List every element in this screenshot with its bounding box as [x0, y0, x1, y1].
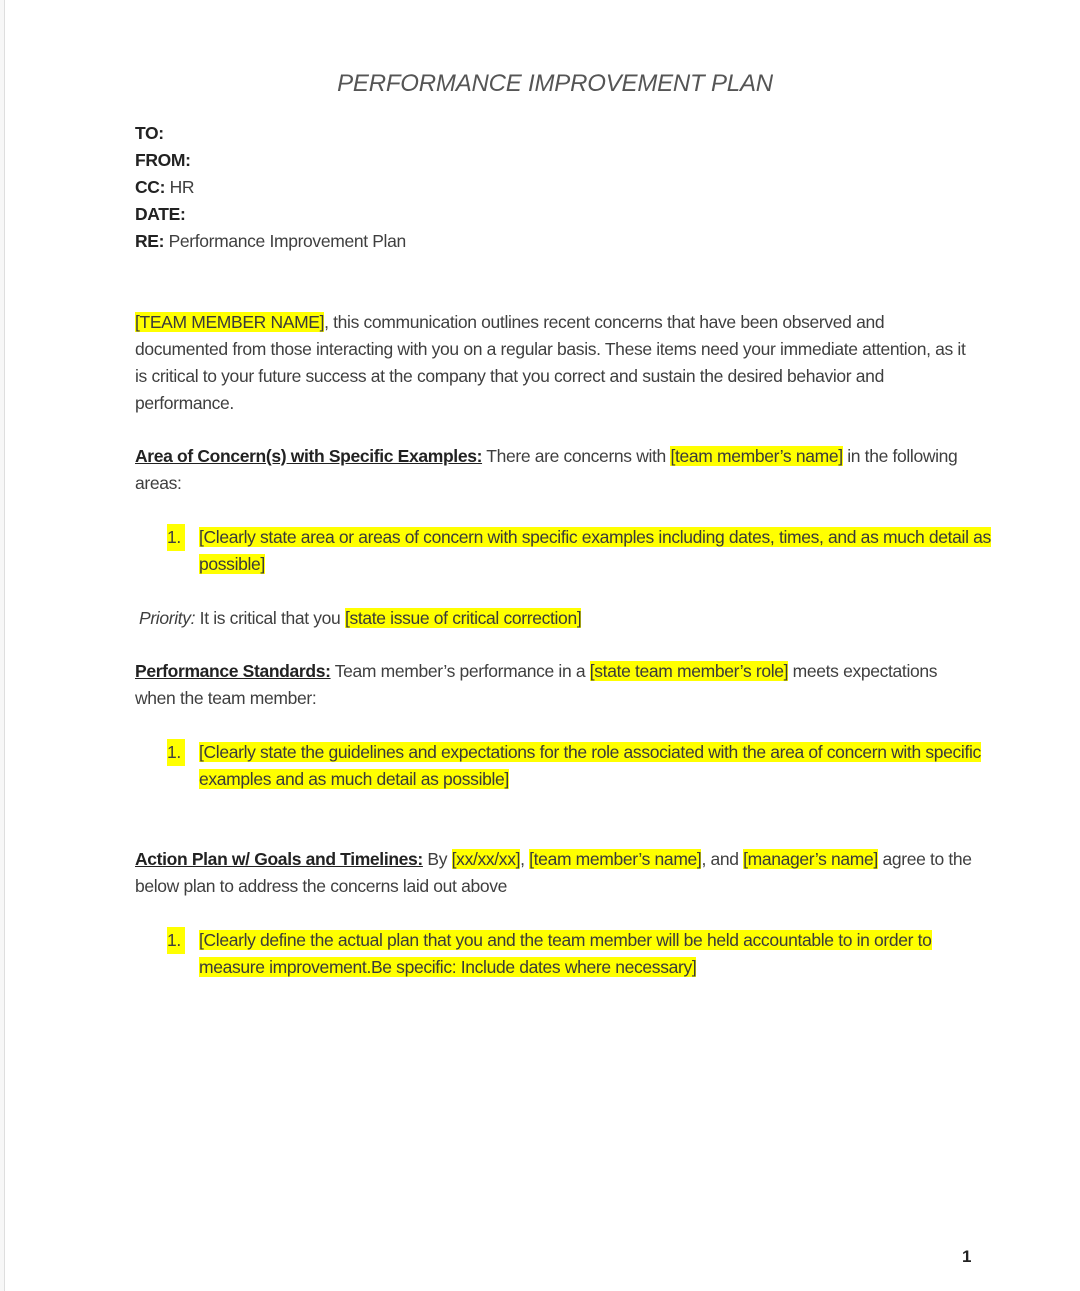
header-to: [135, 120, 164, 147]
team-member-name-placeholder: [TEAM MEMBER NAME]: [135, 312, 325, 332]
action-plan-manager-placeholder: [manager’s name]: [743, 849, 878, 869]
intro-text: , this communication outlines recent concerns that have been observed and documented from those interacting with you on a regular basis. These items need your immediate attention, as it is critical to your future success at the company that you correct and sustain the desired behavior and performance.: [135, 312, 966, 413]
cc-label: CC:: [135, 177, 166, 197]
re-label: RE:: [135, 231, 165, 251]
priority-paragraph: [139, 605, 979, 632]
action-plan-list-item: [167, 927, 997, 981]
standards-role-placeholder: [state team member’s role]: [589, 661, 789, 681]
concerns-list-item: [167, 524, 997, 578]
concerns-text-after: in the following areas:: [135, 446, 958, 493]
document-title: PERFORMANCE IMPROVEMENT PLAN: [337, 70, 773, 97]
action-plan-text-after: agree to the below plan to address the concerns laid out above: [135, 849, 972, 896]
standards-paragraph: [135, 658, 975, 712]
header-date: [135, 201, 185, 228]
action-plan-text-and: , and: [701, 849, 744, 869]
concerns-member-placeholder: [team member’s name]: [670, 446, 843, 466]
standards-text-before: Team member’s performance in a: [330, 661, 590, 681]
cc-value: HR: [165, 177, 195, 197]
action-plan-date-placeholder: [xx/xx/xx]: [451, 849, 521, 869]
page-left-edge: [0, 0, 5, 1291]
concerns-item-number: 1.: [167, 524, 185, 551]
from-label: FROM:: [135, 150, 191, 170]
priority-text: It is critical that you: [195, 608, 345, 628]
re-value: Performance Improvement Plan: [164, 231, 406, 251]
standards-heading: Performance Standards:: [135, 661, 331, 681]
standards-item-text: [Clearly state the guidelines and expectations for the role associated with the area of concern with specific examples and as much detail as possible]: [199, 742, 981, 789]
action-plan-member-placeholder: [team member’s name]: [529, 849, 702, 869]
to-label: TO:: [135, 123, 164, 143]
intro-paragraph: [135, 309, 975, 417]
header-cc: [135, 174, 194, 201]
action-plan-item-text: [Clearly define the actual plan that you and the team member will be held accountable to in order to measure improvement.Be specific: Include dates where necessary]: [199, 930, 932, 977]
header-re: [135, 228, 406, 255]
action-plan-paragraph: [135, 846, 975, 900]
header-from: [135, 147, 191, 174]
standards-list-item: [167, 739, 997, 793]
standards-text-after: meets expectations when the team member:: [135, 661, 938, 708]
priority-label: Priority:: [139, 608, 196, 628]
concerns-heading: Area of Concern(s) with Specific Examples:: [135, 446, 483, 466]
action-plan-item-number: 1.: [167, 927, 185, 954]
date-label: DATE:: [135, 204, 186, 224]
concerns-item-text: [Clearly state area or areas of concern with specific examples including dates, times, and as much detail as possible]: [199, 527, 991, 574]
action-plan-heading: Action Plan w/ Goals and Timelines:: [135, 849, 423, 869]
action-plan-comma: ,: [520, 849, 530, 869]
concerns-paragraph: [135, 443, 975, 497]
standards-item-number: 1.: [167, 739, 185, 766]
action-plan-text-by: By: [422, 849, 452, 869]
priority-placeholder: [state issue of critical correction]: [344, 608, 582, 628]
concerns-text-before: There are concerns with: [482, 446, 671, 466]
page-number: 1: [962, 1247, 972, 1266]
